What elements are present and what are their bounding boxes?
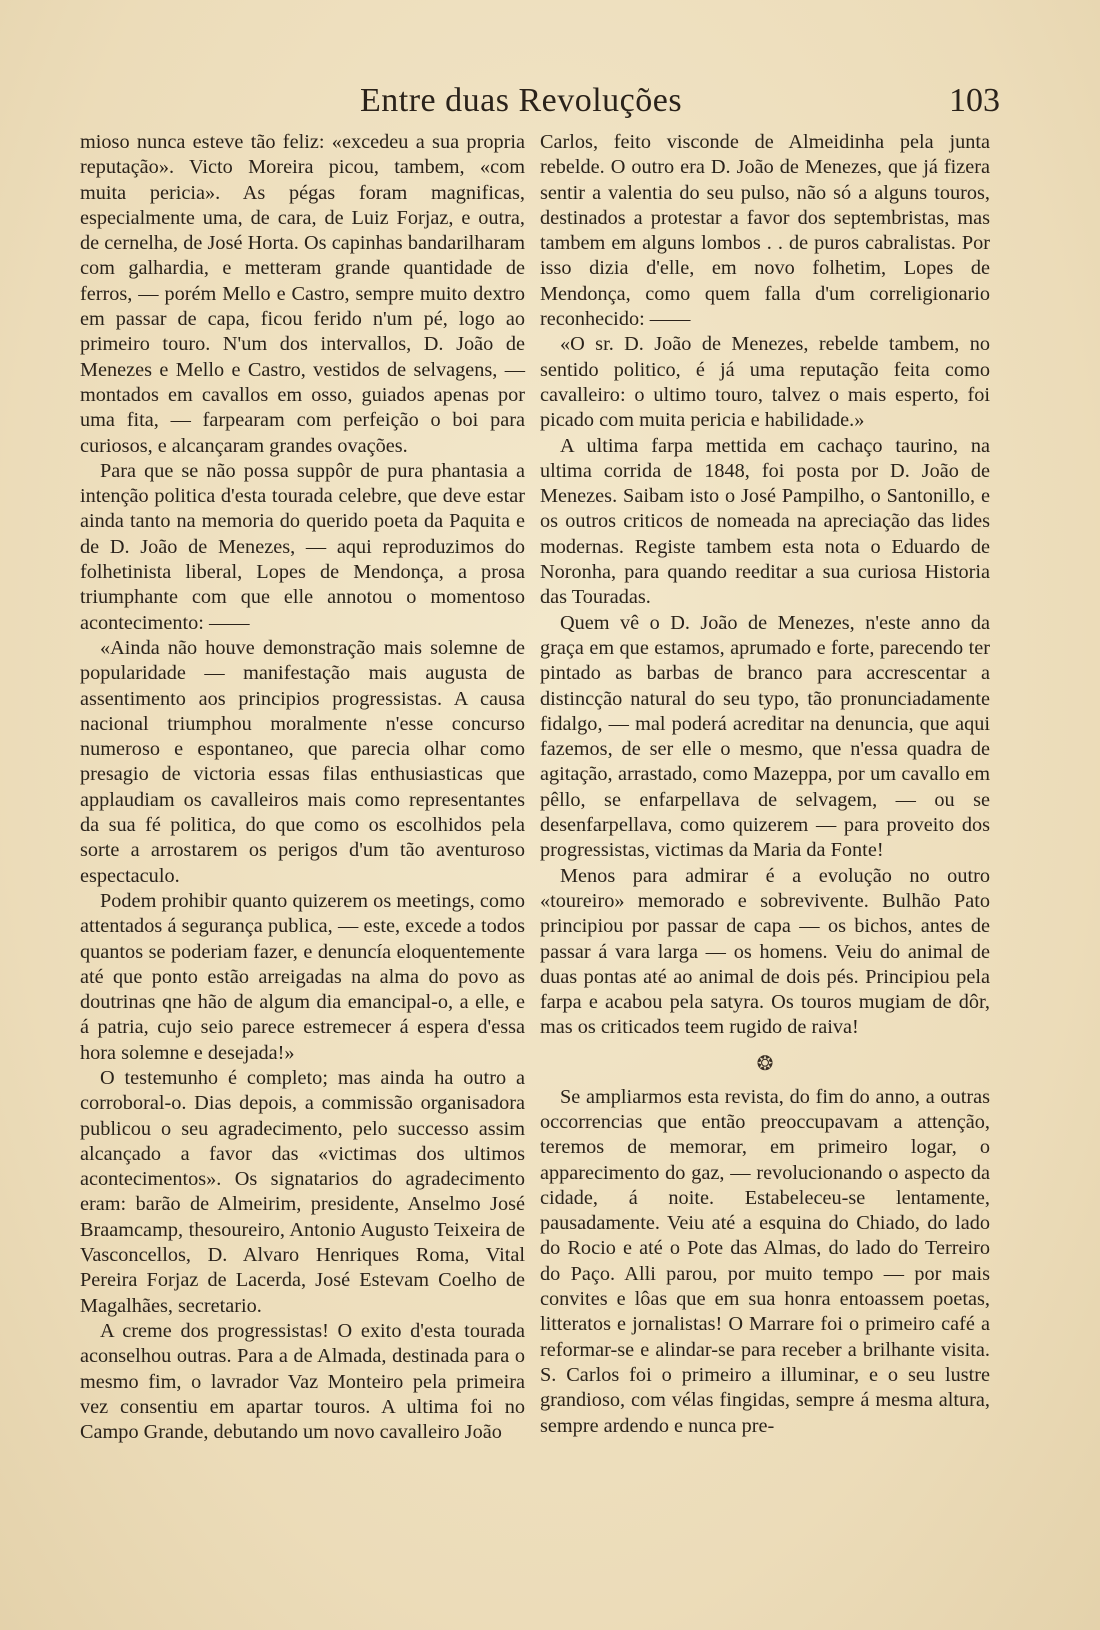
right-text-column [540,130,990,1439]
paragraph: Se ampliarmos esta revista, do fim do anno, a outras occorrencias que então preoccupavam a attenção, teremos de memorar, em primeiro logar, o apparecimento do gaz, — revolucionando o aspecto da cidade, á noite. Estabeleceu-se lentamente, pausadamente. Veiu até a esquina do Chiado, do lado do Rocio e até o Pote das Almas, do lado do Terreiro do Paço. Alli parou, por muito tempo — por mais convites e lôas que em sua honra entoassem poetas, litteratos e jornalistas! O Marrare foi o primeiro café a reformar-se e alindar-se para receber a brilhante visita. S. Carlos foi o primeiro a illuminar, e o seu lustre grandioso, com vélas fingidas, sempre á mesma altura, sempre ardendo e nunca pre- [540,1085,990,1437]
left-text-column [80,130,525,1445]
paragraph: Quem vê o D. João de Menezes, n'este anno da graça em que estamos, aprumado e forte, parecendo ter pintado as barbas de branco para accrescentar a distincção natural do seu typo, tão pronunciadamente fidalgo, — mal poderá acreditar na denuncia, que aqui fazemos, de ser elle o mesmo, que n'essa quadra de agitação, arrastado, como Mazeppa, por um cavallo em pêllo, se enfarpellava de selvagem, — ou se desenfarpellava, como quizerem — para proveito dos progressistas, victimas da Maria da Fonte! [540,611,990,862]
paragraph: Podem prohibir quanto quizerem os meetings, como attentados á segurança publica, — este, excede a todos quantos se poderiam fazer, e denuncía eloquentemente até que ponto estão arreigadas na alma do povo as doutrinas qne hão de algum dia emancipal-o, a elle, e á patria, cujo seio parece estremecer á espera d'essa hora solemne e desejada!» [80,889,525,1064]
paragraph: A ultima farpa mettida em cachaço taurino, na ultima corrida de 1848, foi posta por D. João de Menezes. Saibam isto o José Pampilho, o Santonillo, e os outros criticos de nomeada na apreciação das lides modernas. Registe tambem esta nota o Eduardo de Noronha, para quando reeditar a sua curiosa Historia das Touradas. [540,434,990,609]
paragraph: O testemunho é completo; mas ainda ha outro a corroboral-o. Dias depois, a commissão organisadora publicou o seu agradecimento, pelo successo assim alcançado a favor das «victimas dos ultimos acontecimentos». Os signatarios do agradecimento eram: barão de Almeirim, presidente, Anselmo José Braamcamp, thesoureiro, Antonio Augusto Teixeira de Vasconcellos, D. Alvaro Henriques Roma, Vital Pereira Forjaz de Lacerda, José Estevam Coelho de Magalhães, secretario. [80,1066,525,1317]
section-ornament-icon: ❂ [756,1052,774,1075]
paragraph: «Ainda não houve demonstração mais solemne de popularidade — manifestação mais augusta de assentimento aos principios progressistas. A causa nacional triumphou moralmente n'esse concurso numeroso e espontaneo, que parecia olhar como presagio de victoria essas filas enthusiasticas que applaudiam os cavalleiros mais como representantes da sua fé politica, do que como os escolhidos pela sorte a arrostarem os perigos d'um tão aventuroso espectaculo. [80,636,525,887]
running-title: Entre duas Revoluções [360,82,683,119]
paragraph: Para que se não possa suppôr de pura phantasia a intenção politica d'esta tourada celebre, que deve estar ainda tanto na memoria do querido poeta da Paquita e de D. João de Menezes, — aqui reproduzimos do folhetinista liberal, Lopes de Mendonça, a prosa triumphante com que elle annotou o momentoso acontecimento: —— [80,459,525,634]
paragraph: «O sr. D. João de Menezes, rebelde tambem, no sentido politico, é já uma reputação feita como cavalleiro: o ultimo touro, talvez o mais esperto, foi picado com muita pericia e habilidade.» [540,333,990,432]
page-number: 103 [949,82,1000,119]
paragraph: Menos para admirar é a evolução no outro «toureiro» memorado e sobrevivente. Bulhão Pato principiou por passar de capa — os bichos, antes de passar á vara larga — os homens. Veiu do animal de duas pontas até ao animal de dois pés. Principiou pela farpa e acabou pela satyra. Os touros mugiam de dôr, mas os criticados teem rugido de raiva! [540,864,990,1039]
paragraph: A creme dos progressistas! O exito d'esta tourada aconselhou outras. Para a de Almada, destinada para o mesmo fim, o lavrador Vaz Monteiro pela primeira vez consentiu em apartar touros. A ultima foi no Campo Grande, debutando um novo cavalleiro João [80,1319,525,1444]
running-header [360,82,1000,122]
paragraph: Carlos, feito visconde de Almeidinha pela junta rebelde. O outro era D. João de Menezes, que já fizera sentir a valentia do seu pulso, não só a alguns touros, destinados a protestar a favor dos septembristas, mas tambem em alguns lombos . . de puros cabralistas. Por isso dizia d'elle, em novo folhetim, Lopes de Mendonça, como quem falla d'um correligionario reconhecido: —— [540,131,990,331]
paragraph: mioso nunca esteve tão feliz: «excedeu a sua propria reputação». Victo Moreira picou, tambem, «com muita pericia». As pégas foram magnificas, especialmente uma, de cara, de Luiz Forjaz, e outra, de cernelha, de José Horta. Os capinhas bandarilharam com galhardia, e metteram grande quantidade de ferros, — porém Mello e Castro, sempre muito dextro em passar de capa, ficou ferido n'um pé, logo ao primeiro touro. N'um dos intervallos, D. João de Menezes e Mello e Castro, vestidos de selvagens, — montados em cavallos em osso, guiados apenas por uma fita, — farpearam com perfeição o boi para curiosos, e alcançaram grandes ovações. [80,131,525,457]
